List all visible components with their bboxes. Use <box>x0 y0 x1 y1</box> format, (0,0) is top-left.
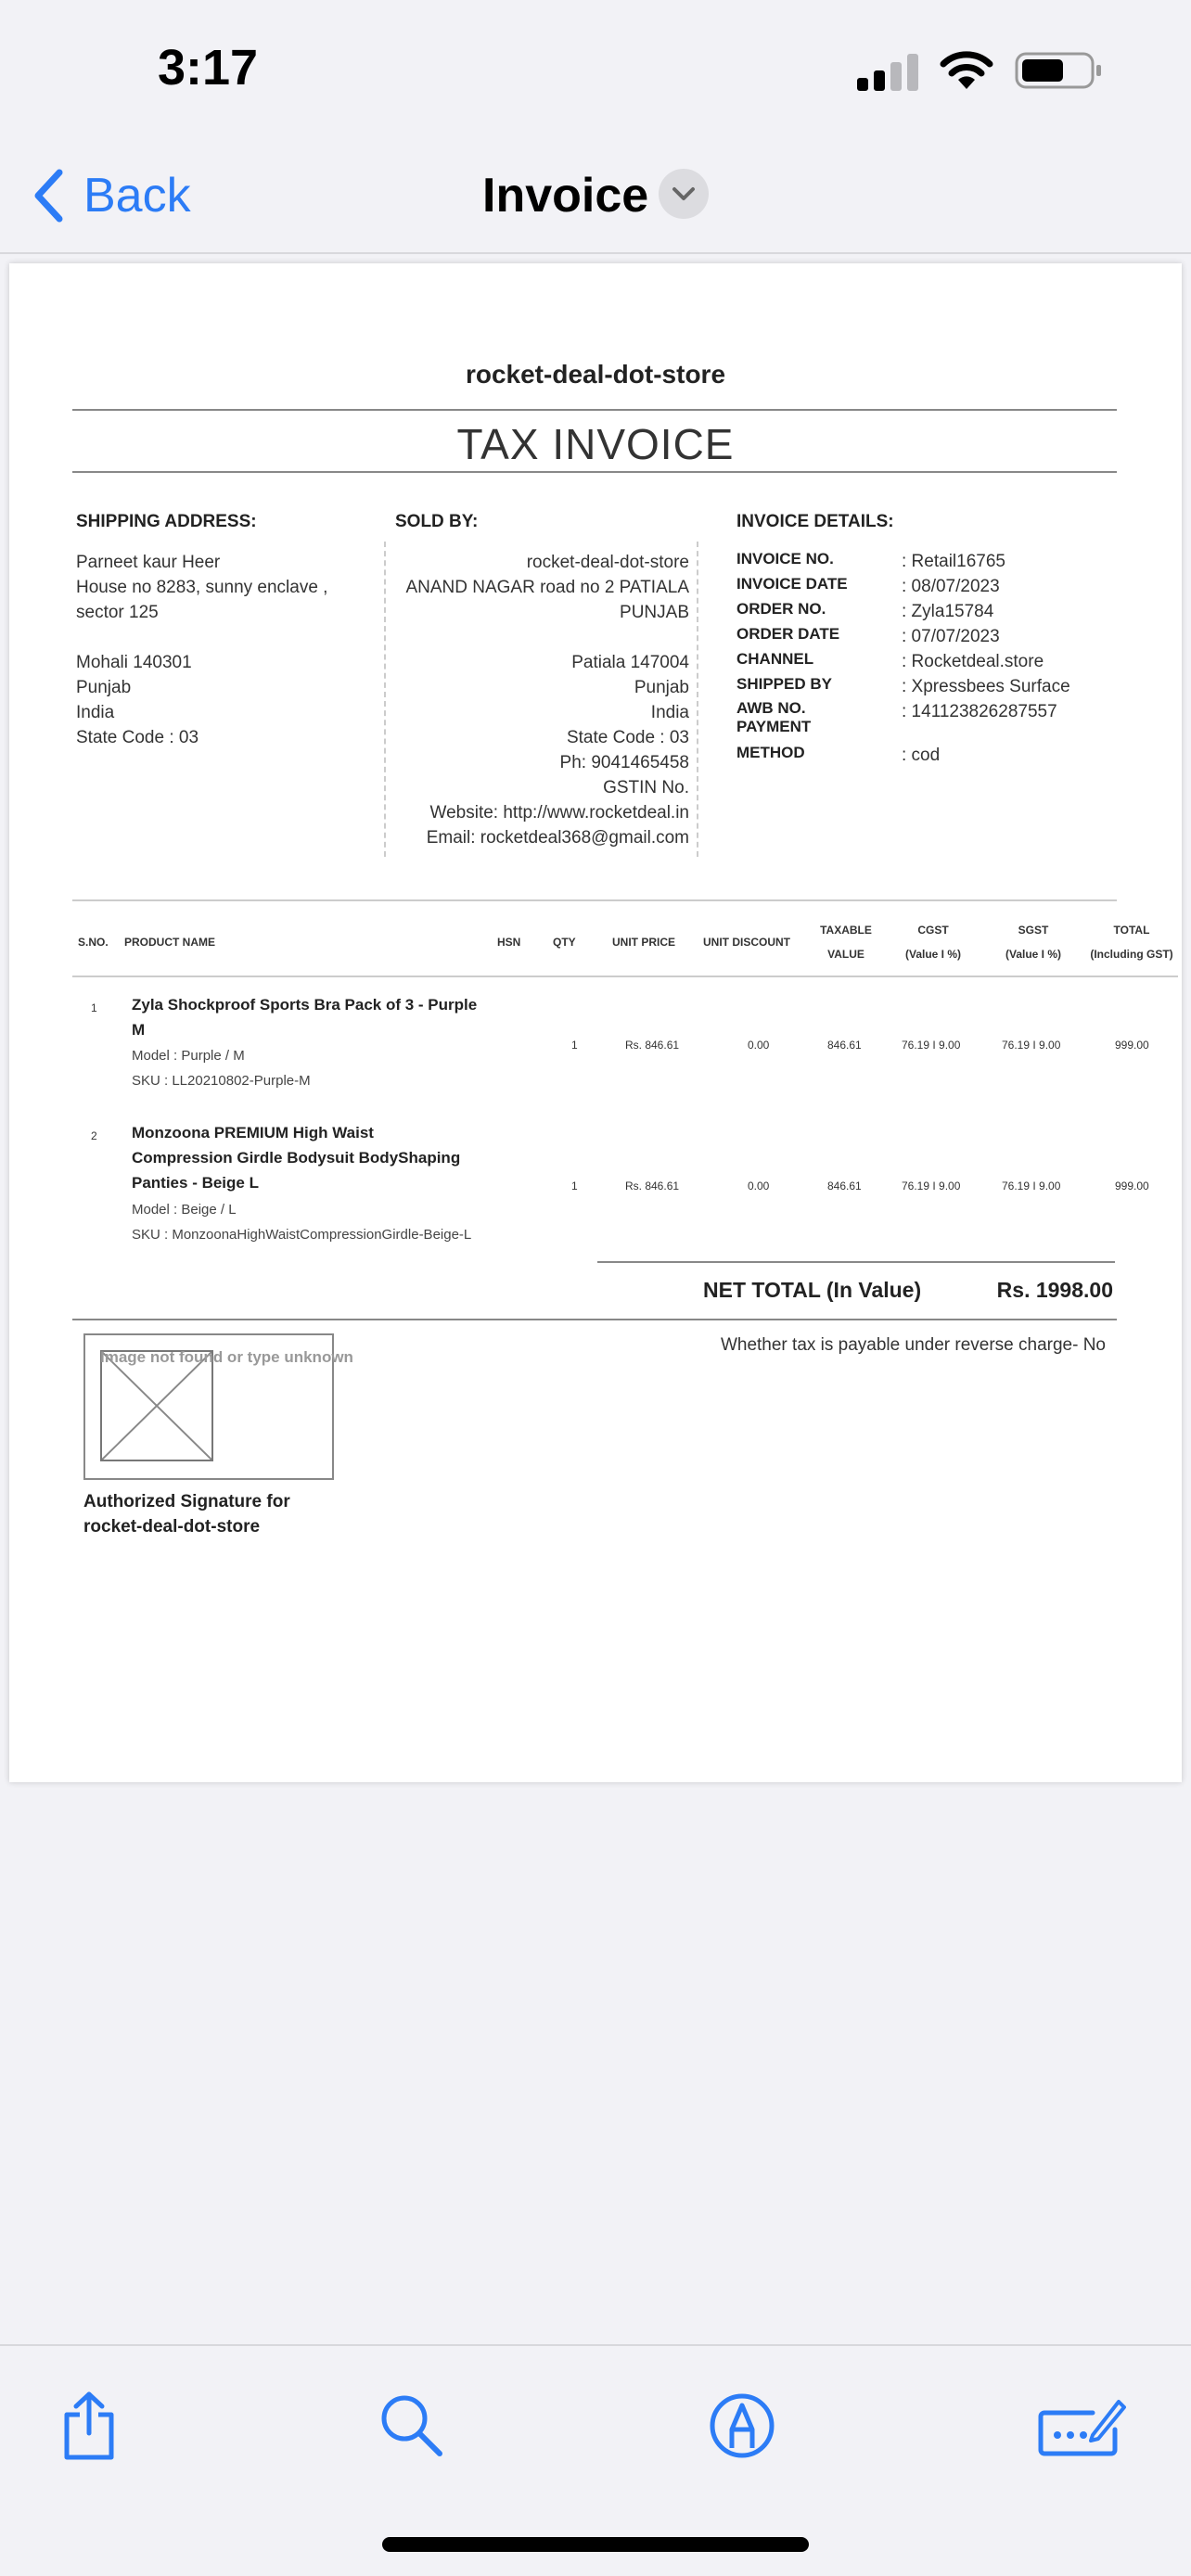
sold-by-line: Website: http://www.rocketdeal.in <box>429 803 689 823</box>
cell-cgst: 76.19 I 9.00 <box>902 1180 961 1192</box>
shipping-line: India <box>76 703 115 722</box>
signature-caption-line: rocket-deal-dot-store <box>83 1517 261 1537</box>
cell-sno: 1 <box>91 1001 97 1014</box>
sold-by-line: State Code : 03 <box>566 728 689 747</box>
sold-by-line: rocket-deal-dot-store <box>526 553 689 572</box>
invoice-details-heading: INVOICE DETAILS: <box>736 512 894 531</box>
column-divider <box>697 542 698 857</box>
shipping-line: sector 125 <box>76 603 159 622</box>
header-total-line: (Including GST) <box>1090 948 1173 961</box>
sold-by-line: India <box>650 703 689 722</box>
shipping-line: Parneet kaur Heer <box>76 553 221 572</box>
sold-by-line: GSTIN No. <box>603 778 689 797</box>
share-icon <box>59 2391 119 2461</box>
wifi-icon <box>939 48 994 91</box>
shipping-line: Mohali 140301 <box>76 653 192 672</box>
header-qty: QTY <box>553 936 576 949</box>
header-total-line: TOTAL <box>1113 924 1150 937</box>
header-sno: S.NO. <box>78 936 109 949</box>
cell-total: 999.00 <box>1115 1039 1149 1052</box>
cell-model: Model : Beige / L <box>132 1202 237 1218</box>
cell-sgst: 76.19 I 9.00 <box>1002 1180 1061 1192</box>
header-unit-discount: UNIT DISCOUNT <box>703 936 790 949</box>
header-unit-price: UNIT PRICE <box>612 936 676 949</box>
signature-icon <box>1037 2392 1126 2459</box>
chevron-down-icon <box>672 186 696 201</box>
signature-button[interactable] <box>1035 2387 1128 2465</box>
store-name: rocket-deal-dot-store <box>465 360 726 389</box>
cell-unit-discount: 0.00 <box>748 1180 770 1192</box>
sold-by-heading: SOLD BY: <box>395 512 479 531</box>
detail-value: : 07/07/2023 <box>902 627 1000 646</box>
shipping-line: Punjab <box>76 678 132 697</box>
product-name-line: Monzoona PREMIUM High Waist <box>132 1124 374 1141</box>
reverse-charge-note: Whether tax is payable under reverse charge- No <box>720 1335 1106 1355</box>
detail-value: : Rocketdeal.store <box>902 652 1044 671</box>
share-button[interactable] <box>50 2387 128 2465</box>
search-icon <box>378 2392 445 2459</box>
home-indicator <box>382 2537 809 2552</box>
sold-by-line: Punjab <box>634 678 689 697</box>
detail-value: : cod <box>902 746 941 765</box>
header-taxable-value <box>809 918 883 966</box>
cell-product-name <box>132 992 503 1042</box>
page-title: Invoice <box>482 169 649 223</box>
divider <box>72 471 1117 473</box>
detail-value: : Zyla15784 <box>902 602 994 621</box>
divider <box>72 409 1117 411</box>
net-total-divider <box>597 1261 1115 1263</box>
cell-model: Model : Purple / M <box>132 1048 245 1064</box>
table-top-divider <box>72 899 1117 901</box>
product-name-line: Panties - Beige L <box>132 1174 259 1192</box>
shipping-line: House no 8283, sunny enclave , <box>76 578 328 597</box>
cell-qty: 1 <box>571 1039 578 1052</box>
cell-unit-price: Rs. 846.61 <box>625 1039 680 1052</box>
sold-by-line: Patiala 147004 <box>571 653 689 672</box>
net-total-value: Rs. 1998.00 <box>996 1278 1113 1302</box>
markup-icon <box>709 2392 775 2459</box>
detail-label: AWB NO. <box>736 699 806 717</box>
cell-cgst: 76.19 I 9.00 <box>902 1039 961 1052</box>
cell-taxable: 846.61 <box>827 1039 862 1052</box>
header-total <box>1078 918 1185 966</box>
cell-unit-discount: 0.00 <box>748 1039 770 1052</box>
header-sgst <box>989 918 1078 966</box>
header-sgst-line: (Value I %) <box>1005 948 1062 961</box>
cell-qty: 1 <box>571 1180 578 1192</box>
back-label: Back <box>83 169 191 223</box>
broken-image-icon <box>100 1350 213 1461</box>
detail-label: PAYMENT <box>736 718 812 735</box>
status-time: 3:17 <box>158 40 259 96</box>
header-hsn: HSN <box>497 936 521 949</box>
header-cgst <box>889 918 978 966</box>
markup-button[interactable] <box>703 2387 781 2465</box>
header-cgst-line: (Value I %) <box>904 948 962 961</box>
shipping-address-heading: SHIPPING ADDRESS: <box>76 512 257 531</box>
product-name-line: Compression Girdle Bodysuit BodyShaping <box>132 1149 461 1167</box>
divider <box>72 1319 1117 1320</box>
detail-label: ORDER DATE <box>736 625 840 643</box>
navigation-bar <box>0 139 1191 254</box>
cell-sku: SKU : MonzoonaHighWaistCompressionGirdle-Beige-L <box>132 1227 472 1243</box>
cell-sgst: 76.19 I 9.00 <box>1002 1039 1061 1052</box>
detail-value: : 08/07/2023 <box>902 577 1000 596</box>
header-product: PRODUCT NAME <box>124 936 215 949</box>
invoice-title: TAX INVOICE <box>456 420 735 468</box>
product-name-line: M <box>132 1021 146 1039</box>
cell-product-name <box>132 1120 503 1195</box>
detail-label: METHOD <box>736 744 805 761</box>
header-taxable-line: TAXABLE <box>820 924 872 937</box>
status-bar <box>0 0 1191 139</box>
cell-sku: SKU : LL20210802-Purple-M <box>132 1073 311 1089</box>
detail-label: ORDER NO. <box>736 600 826 618</box>
title-menu-button[interactable] <box>659 169 709 219</box>
column-divider <box>384 542 386 857</box>
cellular-signal-icon <box>857 54 918 91</box>
signature-caption-line: Authorized Signature for <box>83 1492 290 1511</box>
battery-icon <box>1015 50 1104 91</box>
sold-by-line: PUNJAB <box>620 603 689 622</box>
detail-label: INVOICE NO. <box>736 550 834 567</box>
sold-by-line: ANAND NAGAR road no 2 PATIALA <box>405 578 689 597</box>
search-button[interactable] <box>373 2387 451 2465</box>
detail-value: : 141123826287557 <box>902 702 1057 721</box>
back-button[interactable] <box>33 163 191 228</box>
sold-by-line: Email: rocketdeal368@gmail.com <box>426 828 689 848</box>
sold-by-line: Ph: 9041465458 <box>559 753 689 772</box>
product-name-line: Zyla Shockproof Sports Bra Pack of 3 - Purple <box>132 996 478 1014</box>
detail-label: CHANNEL <box>736 650 814 668</box>
cell-total: 999.00 <box>1115 1180 1149 1192</box>
cell-sno: 2 <box>91 1129 97 1142</box>
detail-value: : Xpressbees Surface <box>902 677 1070 696</box>
header-taxable-line: VALUE <box>827 948 864 961</box>
detail-label: INVOICE DATE <box>736 575 848 593</box>
shipping-line: State Code : 03 <box>76 728 199 747</box>
signature-caption <box>83 1489 290 1539</box>
cell-taxable: 846.61 <box>827 1180 862 1192</box>
header-sgst-line: SGST <box>1018 924 1049 937</box>
invoice-document <box>9 263 1182 1782</box>
detail-label: SHIPPED BY <box>736 675 832 693</box>
net-total-label: NET TOTAL (In Value) <box>703 1278 922 1302</box>
table-header-divider <box>72 976 1178 977</box>
signature-alt-text: Image not found or type unknown <box>100 1348 353 1366</box>
chevron-left-icon <box>33 169 63 223</box>
signature-image <box>83 1333 353 1480</box>
header-cgst-line: CGST <box>917 924 949 937</box>
detail-value: : Retail16765 <box>902 552 1005 571</box>
cell-unit-price: Rs. 846.61 <box>625 1180 680 1192</box>
